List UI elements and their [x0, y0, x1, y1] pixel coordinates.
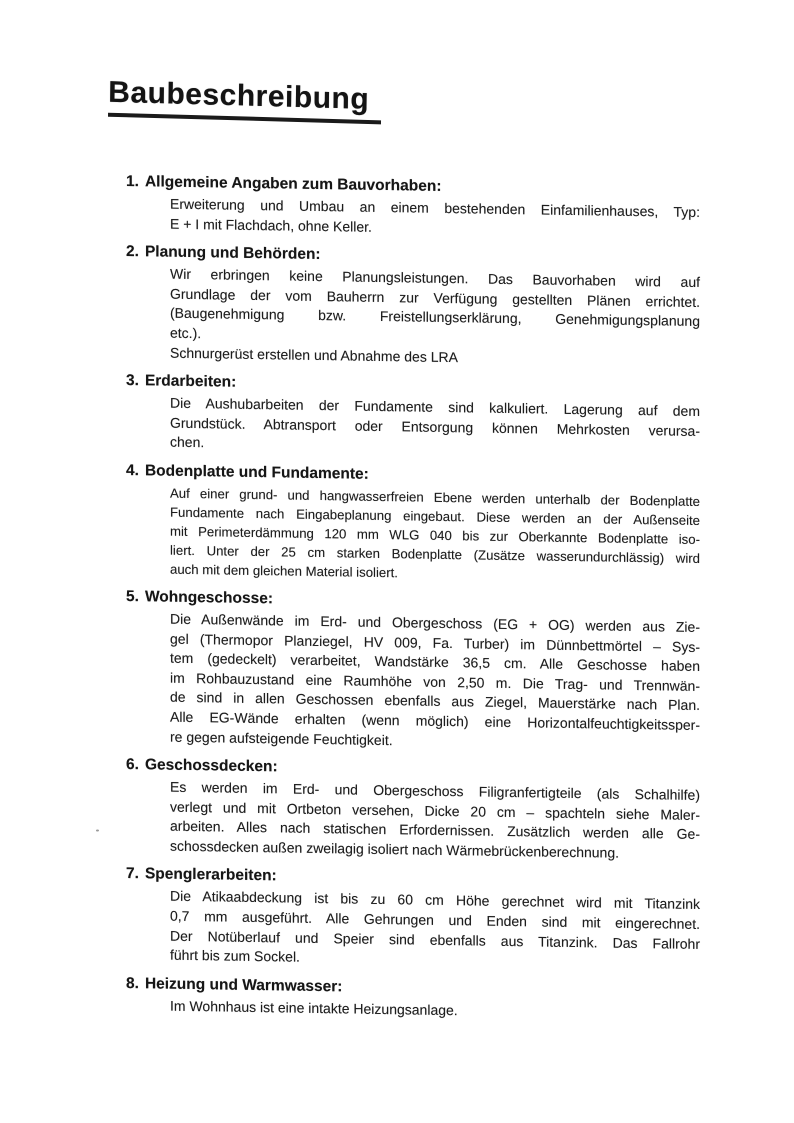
text-line: Grundlage der vom Bauherrn zur Verfügung gestellten Plänen errichtet. [170, 285, 700, 310]
scan-speck-artifact [96, 830, 99, 832]
section-number: 1. [126, 172, 139, 191]
section-number: 8. [126, 974, 139, 993]
text-line: Es werden im Erd- und Obergeschoss Filigranfertigteile (als Schalhilfe) [170, 778, 700, 804]
section [0, 369, 794, 462]
paragraph [170, 265, 700, 352]
text-line: mit Perimeterdämmung 120 mm WLG 040 bis zur Oberkannte Bodenplatte iso- [170, 523, 700, 547]
section-title: Erdarbeiten: [144, 372, 237, 391]
text-line: Die Außenwände im Erd- und Obergeschoss (EG + OG) werden aus Zie- [170, 610, 700, 635]
section [0, 459, 794, 588]
section-title: Allgemeine Angaben zum Bauvorhaben: [144, 173, 442, 195]
text-line: verlegt und mit Ortbeton versehen, Dicke 20 cm – spachteln siehe Maler- [170, 798, 700, 823]
text-line: Fundamente nach Eingabeplanung eingebaut. Diese werden an der Außenseite [170, 504, 700, 528]
section [0, 972, 794, 1026]
text-line: de sind in allen Geschossen ebenfalls aus Ziegel, Mauerstärke nach Plan. [170, 688, 700, 714]
text-line: Im Wohnhaus ist eine intakte Heizungsanlage. [170, 997, 458, 1019]
section-list [0, 170, 794, 1035]
text-line: Der Notüberlauf und Speier sind ebenfalls aus Titanzink. Das Fallrohr [170, 927, 700, 952]
paragraph [170, 394, 700, 461]
text-line: führt bis zum Sockel. [170, 946, 300, 965]
paragraph [170, 484, 700, 587]
text-line: schossdecken außen zweilagig isoliert nach Wärmebrückenberechnung. [170, 837, 620, 861]
text-line: re gegen aufsteigende Feuchtigkeit. [170, 728, 393, 748]
section-title: Spenglerarbeiten: [144, 865, 277, 885]
text-line: Die Atikaabdeckung ist bis zu 60 cm Höhe gerechnet wird mit Titanzink [170, 888, 700, 913]
section-number: 4. [126, 461, 139, 480]
text-line: Auf einer grund- und hangwasserfreien Ebene werden unterhalb der Bodenplatte [170, 485, 700, 509]
text-line: arbeiten. Alles nach statischen Erfordernissen. Zusätzlich werden alle Ge- [170, 817, 700, 843]
section [0, 170, 794, 244]
paragraph [170, 887, 700, 974]
text-line: Alle EG-Wände erhalten (wenn möglich) eine Horizontalfeuchtigkeitssper- [170, 708, 700, 733]
section-number: 5. [126, 587, 139, 606]
text-line: Erweiterung und Umbau an einem bestehenden Einfamilienhauses, Typ: [170, 195, 700, 220]
section [0, 240, 794, 372]
section-title: Heizung und Warmwasser: [144, 975, 343, 996]
section [0, 862, 794, 975]
text-line: Grundstück. Abtransport oder Entsorgung können Mehrkosten verursa- [170, 414, 700, 439]
section-number: 2. [126, 243, 139, 261]
text-line: etc.). [170, 324, 202, 342]
text-line: auch mit dem gleichen Material isoliert. [170, 561, 398, 581]
section-number: 3. [126, 372, 139, 390]
section-title: Wohngeschosse: [144, 588, 273, 608]
text-line: 0,7 mm ausgeführt. Alle Gehrungen und Enden sind mit eingerechnet. [170, 907, 700, 933]
paragraph [170, 778, 700, 865]
section-number: 6. [126, 756, 139, 774]
text-line: liert. Unter der 25 cm starken Bodenplatte (Zusätze wasserundurchlässig) wird [170, 542, 700, 566]
section [0, 753, 794, 866]
text-line: Schnurgerüst erstellen und Abnahme des LRA [170, 344, 458, 365]
text-line: (Baugenehmigung bzw. Freistellungserklärung, Genehmigungsplanung [170, 305, 700, 330]
text-line: Die Aushubarbeiten der Fundamente sind kalkuliert. Lagerung auf dem [170, 394, 700, 420]
text-line: E + I mit Flachdach, ohne Keller. [170, 215, 372, 235]
text-line: tem (gedeckelt) verarbeitet, Wandstärke 36,5 cm. Alle Geschosse haben [170, 649, 700, 675]
text-line: im Rohbauzustand eine Raumhöhe von 2,50 m. Die Trag- und Trennwän- [170, 669, 700, 694]
section-title: Planung und Behörden: [144, 243, 321, 264]
section-number: 7. [126, 865, 139, 883]
section-title: Bodenplatte und Fundamente: [144, 462, 369, 483]
paragraph [170, 195, 700, 243]
text-line: Wir erbringen keine Planungsleistungen. Das Bauvorhaben wird auf [170, 265, 700, 291]
document-title: Baubeschreibung [108, 76, 381, 125]
section [0, 585, 794, 757]
text-line: chen. [170, 434, 205, 451]
section-title: Geschossdecken: [144, 756, 278, 776]
paragraph [170, 610, 700, 755]
text-line: gel (Thermopor Planziegel, HV 009, Fa. Turber) im Dünnbettmörtel – Sys- [170, 630, 700, 655]
